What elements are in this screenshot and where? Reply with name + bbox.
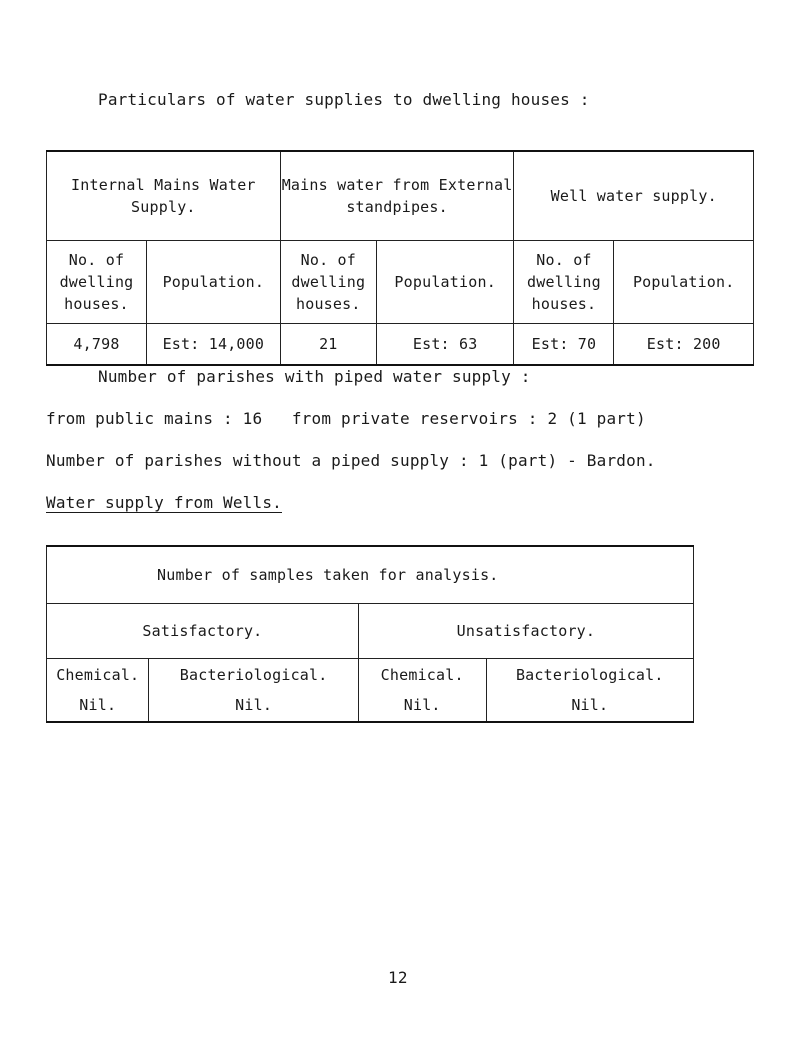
page-number: 12: [388, 968, 408, 987]
value-unsat-chemical: Nil.: [403, 696, 441, 714]
subheader-sat-bacteriological: Bacteriological.: [179, 666, 328, 684]
satisfactory-chemical-cell: [47, 659, 149, 723]
water-supply-table: [46, 150, 754, 366]
without-piped-line: Number of parishes without a piped supply : 1 (part) - Bardon.: [46, 451, 656, 470]
subheader-unsat-chemical: Chemical.: [380, 666, 464, 684]
wells-heading: Water supply from Wells.: [46, 493, 282, 512]
sources-line: from public mains : 16 from private reservoirs : 2 (1 part): [46, 409, 646, 428]
piped-supply-line: Number of parishes with piped water supply :: [98, 367, 531, 386]
header-internal-mains: Internal Mains Water Supply.: [47, 151, 281, 241]
header-well-water: Well water supply.: [514, 151, 754, 241]
value-population-well: Est: 200: [614, 324, 754, 366]
value-unsat-bacteriological: Nil.: [571, 696, 609, 714]
subheader-population-well: Population.: [614, 241, 754, 324]
samples-title: Number of samples taken for analysis.: [47, 546, 694, 604]
value-dwellings-internal: 4,798: [47, 324, 147, 366]
subheader-unsat-bacteriological: Bacteriological.: [515, 666, 664, 684]
page-title: Particulars of water supplies to dwelling houses :: [98, 90, 590, 109]
satisfactory-bacteriological-cell: [149, 659, 358, 723]
value-dwellings-standpipes: 21: [280, 324, 376, 366]
unsatisfactory-bacteriological-cell: [486, 659, 693, 723]
subheader-dwellings-standpipes: No. of dwelling houses.: [280, 241, 376, 324]
subheader-population-standpipes: Population.: [376, 241, 514, 324]
header-unsatisfactory: Unsatisfactory.: [358, 604, 693, 659]
unsatisfactory-chemical-cell: [358, 659, 486, 723]
value-sat-chemical: Nil.: [79, 696, 117, 714]
header-external-standpipes: Mains water from External standpipes.: [280, 151, 514, 241]
value-dwellings-well: Est: 70: [514, 324, 614, 366]
header-satisfactory: Satisfactory.: [47, 604, 359, 659]
value-population-internal: Est: 14,000: [146, 324, 280, 366]
subheader-dwellings-well: No. of dwelling houses.: [514, 241, 614, 324]
subheader-dwellings-internal: No. of dwelling houses.: [47, 241, 147, 324]
subheader-sat-chemical: Chemical.: [56, 666, 140, 684]
value-sat-bacteriological: Nil.: [235, 696, 273, 714]
samples-table: [46, 545, 694, 723]
value-population-standpipes: Est: 63: [376, 324, 514, 366]
subheader-population-internal: Population.: [146, 241, 280, 324]
